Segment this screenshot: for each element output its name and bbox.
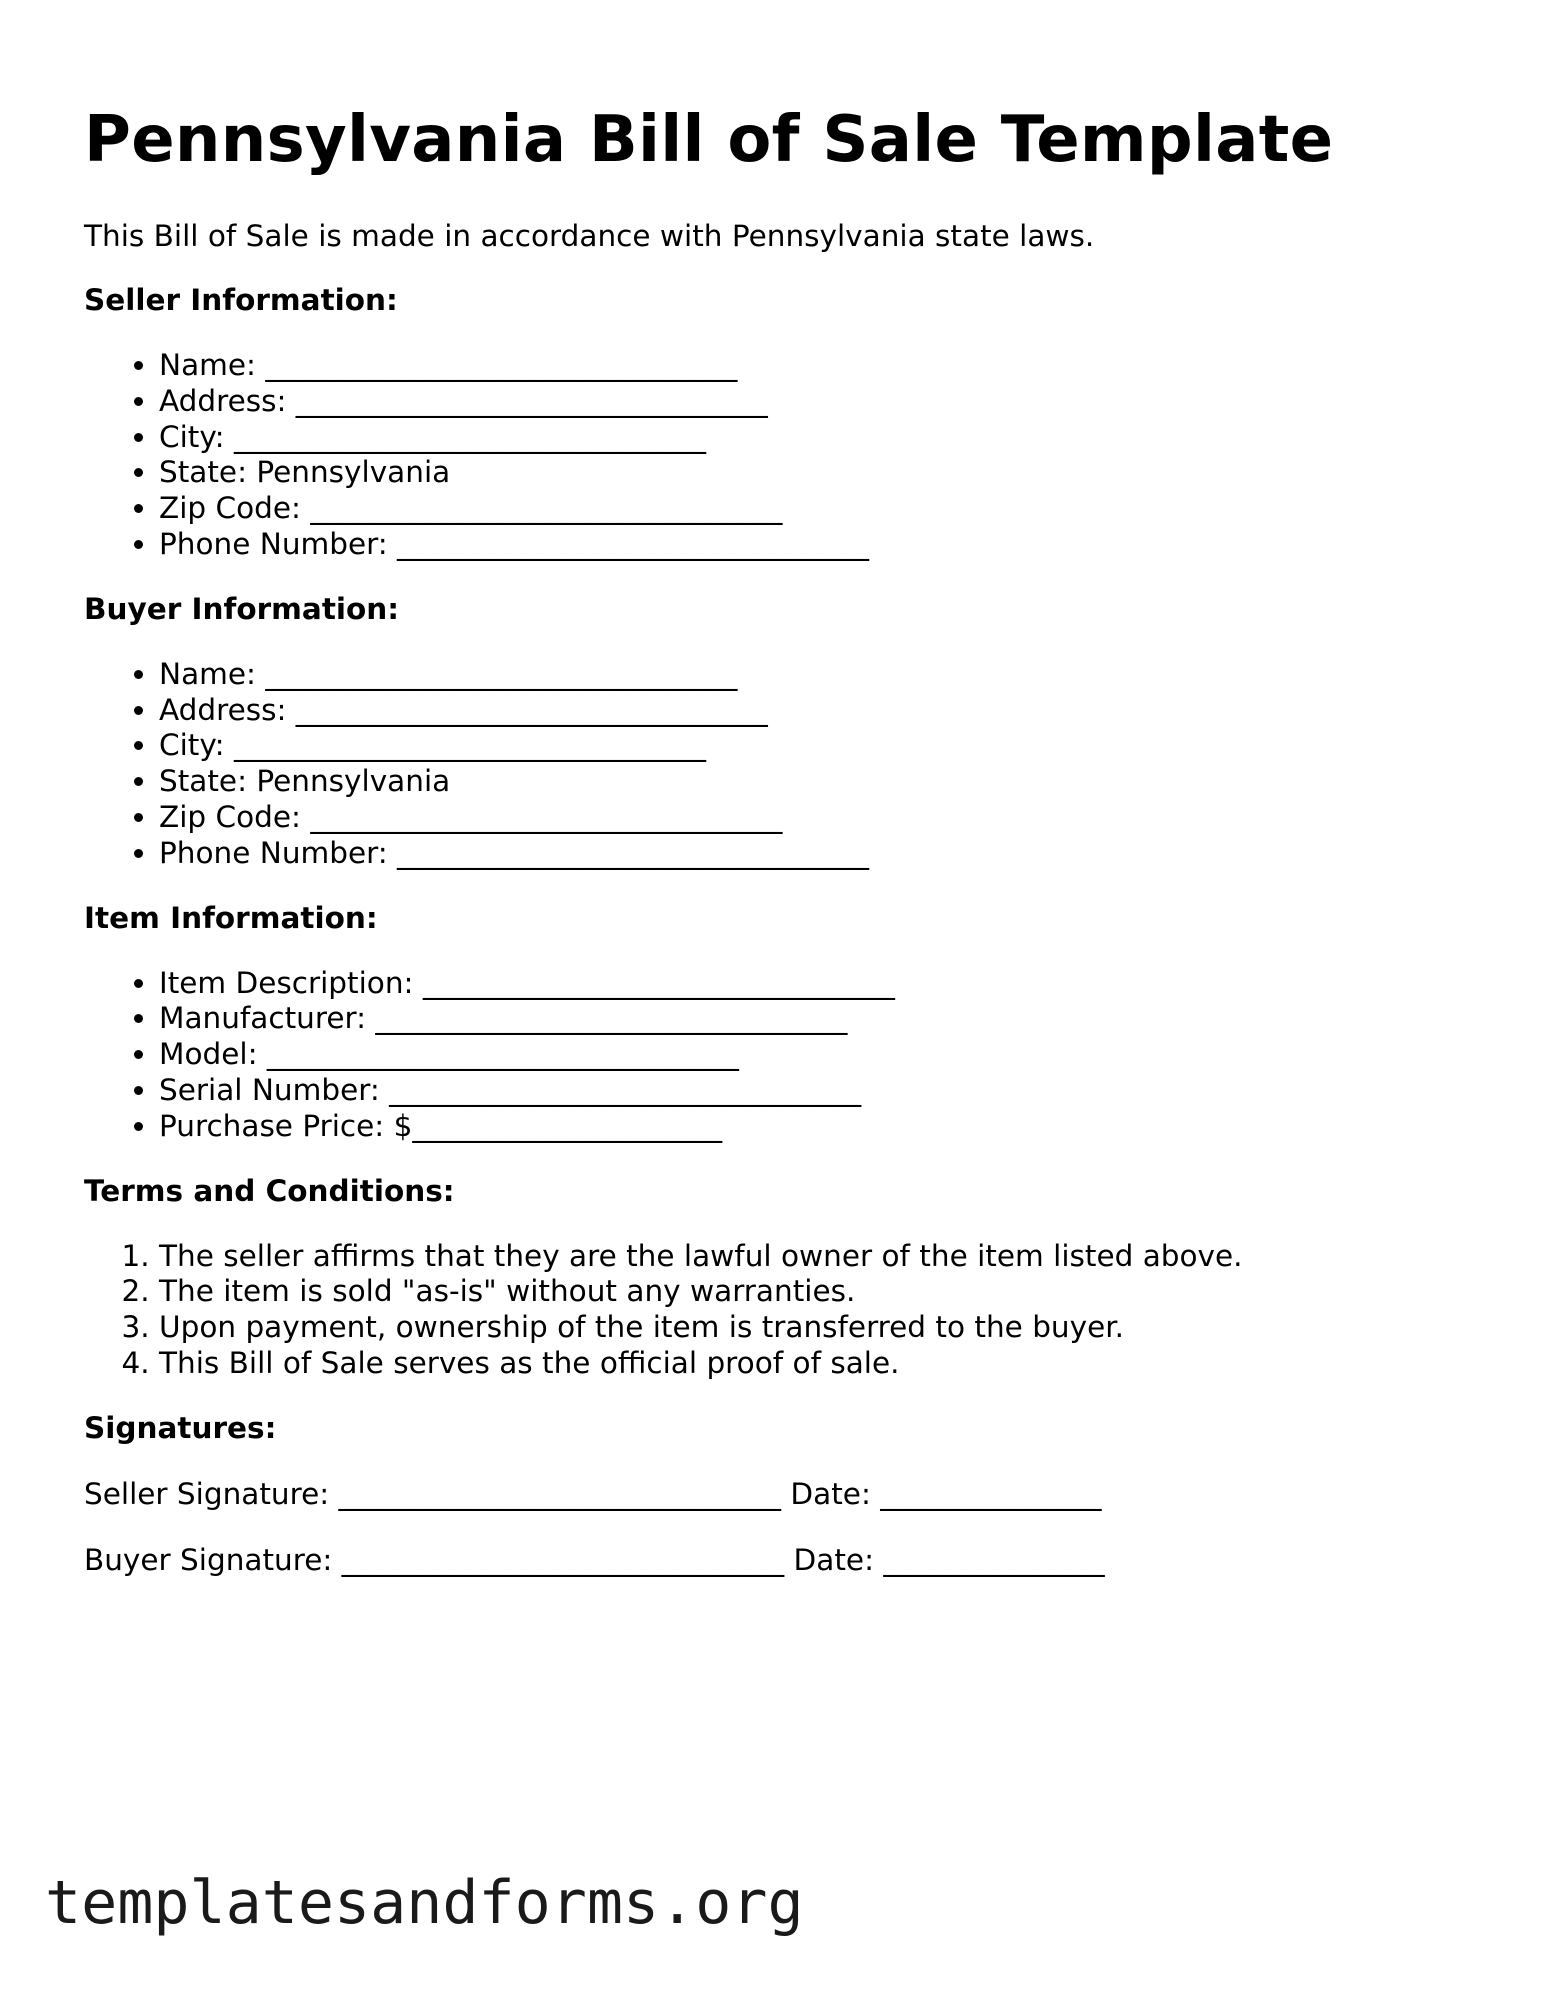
term-item: 2. The item is sold "as-is" without any warranties. [159,1274,1484,1310]
buyer-city-field: • City: ________________________________ [159,728,1484,764]
document-page [84,100,1484,1608]
buyer-section-heading: Buyer Information: [84,591,400,626]
item-price-field: • Purchase Price: $_____________________ [159,1109,1484,1145]
item-manufacturer-field: • Manufacturer: ________________________________ [159,1001,1484,1037]
buyer-phone-field: • Phone Number: ________________________________ [159,836,1484,872]
buyer-address-field: • Address: ________________________________ [159,693,1484,729]
buyer-zip-field: • Zip Code: ________________________________ [159,800,1484,836]
term-item: 1. The seller affirms that they are the lawful owner of the item listed above. [159,1239,1484,1275]
intro-paragraph: This Bill of Sale is made in accordance with Pennsylvania state laws. [84,219,1095,253]
terms-list [84,1239,1484,1382]
seller-info-list [84,348,1484,563]
signatures-section-heading: Signatures: [84,1410,277,1445]
seller-city-field: • City: ________________________________ [159,420,1484,456]
seller-zip-field: • Zip Code: ________________________________ [159,491,1484,527]
seller-name-field: • Name: ________________________________ [159,348,1484,384]
buyer-name-field: • Name: ________________________________ [159,657,1484,693]
item-section-heading: Item Information: [84,900,378,935]
seller-phone-field: • Phone Number: ________________________________ [159,527,1484,563]
seller-state-field: • State: Pennsylvania [159,455,1484,491]
buyer-state-field: • State: Pennsylvania [159,764,1484,800]
seller-section-heading: Seller Information: [84,283,398,317]
page-title: Pennsylvania Bill of Sale Template [84,103,1334,177]
buyer-info-list [84,657,1484,872]
seller-signature-line: Seller Signature: ______________________________ Date: _______________ [84,1476,1102,1511]
site-watermark: templatesandforms.org [45,1868,804,1938]
terms-section-heading: Terms and Conditions: [84,1173,455,1208]
term-item: 3. Upon payment, ownership of the item is transferred to the buyer. [159,1310,1484,1346]
item-info-list [84,966,1484,1145]
buyer-signature-line: Buyer Signature: ______________________________ Date: _______________ [84,1542,1105,1577]
item-serial-field: • Serial Number: ________________________________ [159,1073,1484,1109]
term-item: 4. This Bill of Sale serves as the official proof of sale. [159,1346,1484,1382]
item-description-field: • Item Description: ________________________________ [159,966,1484,1002]
seller-address-field: • Address: ________________________________ [159,384,1484,420]
item-model-field: • Model: ________________________________ [159,1037,1484,1073]
